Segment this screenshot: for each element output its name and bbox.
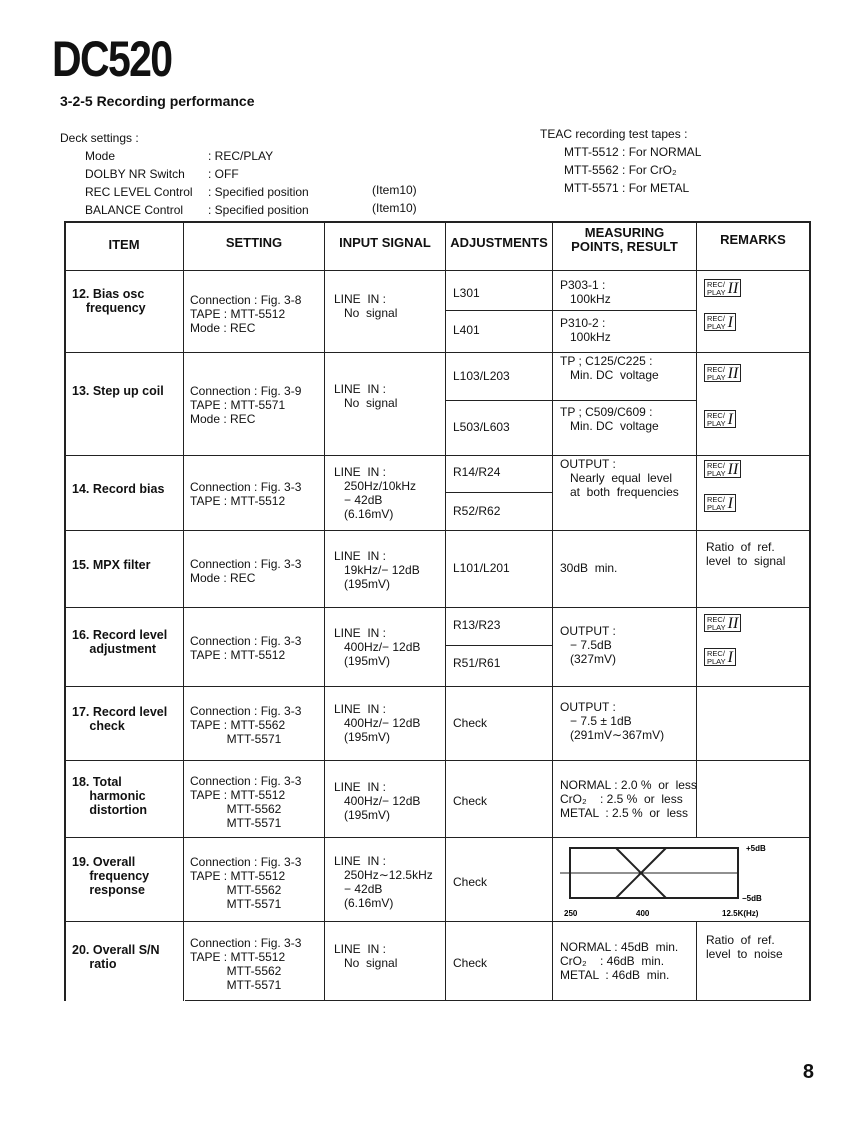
adjustment-text: L103/L203	[453, 369, 510, 383]
input-signal-text: LINE IN : No signal	[334, 382, 398, 410]
measuring-text: OUTPUT : − 7.5dB (327mV)	[560, 624, 617, 666]
header-input-signal: INPUT SIGNAL	[339, 235, 431, 250]
deck-settings-heading: Deck settings :	[60, 131, 139, 145]
input-signal-text: LINE IN : No signal	[334, 942, 398, 970]
rec-play-ii-badge: REC/ PLAY II	[704, 614, 741, 632]
graph-x-label: 12.5K(Hz)	[722, 909, 759, 918]
adjustment-text: R52/R62	[453, 504, 501, 518]
setting-text: Connection : Fig. 3-3 TAPE : MTT-5512 MTT-5562 MTT-5571	[190, 774, 302, 830]
frequency-response-graph	[556, 840, 806, 920]
page-number: 8	[802, 1061, 814, 1083]
rec-play-i-badge: REC/ PLAY I	[704, 410, 736, 428]
deck-setting-note: (Item10)	[372, 183, 417, 197]
item-label: 12. Bias osc frequency	[72, 287, 146, 315]
adjustment-text: Check	[453, 956, 488, 970]
adjustment-text: Check	[453, 875, 488, 889]
input-signal-text: LINE IN : 250Hz∼12.5kHz − 42dB (6.16mV)	[334, 854, 433, 910]
measuring-text: 30dB min.	[560, 561, 618, 575]
setting-text: Connection : Fig. 3-3 TAPE : MTT-5562 MTT-5571	[190, 704, 302, 746]
input-signal-text: LINE IN : 400Hz/− 12dB (195mV)	[334, 780, 421, 822]
setting-text: Connection : Fig. 3-3 TAPE : MTT-5512	[190, 634, 302, 662]
graph-x-label: 250	[564, 909, 578, 918]
section-title: 3-2-5 Recording performance	[60, 93, 255, 109]
input-signal-text: LINE IN : No signal	[334, 292, 398, 320]
graph-top-label: +5dB	[746, 844, 766, 853]
input-signal-text: LINE IN : 19kHz/− 12dB (195mV)	[334, 549, 420, 591]
item-label: 17. Record level check	[72, 705, 168, 733]
setting-text: Connection : Fig. 3-3 TAPE : MTT-5512	[190, 480, 302, 508]
item-label: 14. Record bias	[72, 482, 165, 496]
adjustment-text: L101/L201	[453, 561, 510, 575]
measuring-text: NORMAL : 45dB min. CrO₂ : 46dB min. METAL : 46dB min.	[560, 940, 679, 982]
measuring-text: P310-2 : 100kHz	[560, 316, 611, 344]
remarks-text: Ratio of ref. level to noise	[706, 933, 783, 961]
adjustment-text: Check	[453, 794, 488, 808]
test-tapes-heading: TEAC recording test tapes :	[540, 127, 688, 141]
measuring-text: NORMAL : 2.0 % or less CrO₂ : 2.5 % or less METAL : 2.5 % or less	[560, 778, 697, 820]
item-label: 13. Step up coil	[72, 384, 164, 398]
rec-play-i-badge: REC/ PLAY I	[704, 494, 736, 512]
measuring-text: OUTPUT : Nearly equal level at both frequencies	[560, 457, 679, 499]
measuring-text: OUTPUT : − 7.5 ± 1dB (291mV∼367mV)	[560, 700, 665, 742]
adjustment-text: L503/L603	[453, 420, 510, 434]
input-signal-text: LINE IN : 250Hz/10kHz − 42dB (6.16mV)	[334, 465, 417, 521]
adjustment-text: L401	[453, 323, 480, 337]
adjustment-text: R51/R61	[453, 656, 501, 670]
rec-play-ii-badge: REC/ PLAY II	[704, 460, 741, 478]
item-label: 16. Record level adjustment	[72, 628, 168, 656]
header-remarks: REMARKS	[720, 232, 786, 247]
test-tape-row: MTT-5571 : For METAL	[564, 181, 690, 195]
rec-play-i-badge: REC/ PLAY I	[704, 313, 736, 331]
deck-setting-value: : REC/PLAY	[208, 149, 274, 163]
adjustment-text: Check	[453, 716, 488, 730]
adjustment-text: R13/R23	[453, 618, 501, 632]
header-measuring-points: MEASURING POINTS, RESULT	[571, 225, 678, 254]
item-label: 18. Total harmonic distortion	[72, 775, 147, 817]
deck-setting-label: BALANCE Control	[85, 203, 184, 217]
model-title: DC520	[52, 31, 172, 87]
measuring-text: P303-1 : 100kHz	[560, 278, 611, 306]
item-label: 15. MPX filter	[72, 558, 151, 572]
rec-play-ii-badge: REC/ PLAY II	[704, 279, 741, 297]
deck-setting-value: : OFF	[208, 167, 239, 181]
rec-play-i-badge: REC/ PLAY I	[704, 648, 736, 666]
adjustment-text: R14/R24	[453, 465, 501, 479]
graph-bottom-label: −5dB	[742, 894, 762, 903]
deck-setting-value: : Specified position	[208, 203, 309, 217]
setting-text: Connection : Fig. 3-9 TAPE : MTT-5571 Mode : REC	[190, 384, 302, 426]
deck-setting-value: : Specified position	[208, 185, 309, 199]
deck-setting-label: DOLBY NR Switch	[85, 167, 185, 181]
setting-text: Connection : Fig. 3-3 TAPE : MTT-5512 MTT-5562 MTT-5571	[190, 855, 302, 911]
item-label: 20. Overall S/N ratio	[72, 943, 160, 971]
setting-text: Connection : Fig. 3-3 TAPE : MTT-5512 MTT-5562 MTT-5571	[190, 936, 302, 992]
measuring-text: TP ; C509/C609 : Min. DC voltage	[560, 405, 659, 433]
deck-setting-note: (Item10)	[372, 201, 417, 215]
rec-play-ii-badge: REC/ PLAY II	[704, 364, 741, 382]
header-adjustments: ADJUSTMENTS	[450, 235, 548, 250]
header-setting: SETTING	[225, 235, 283, 250]
remarks-text: Ratio of ref. level to signal	[706, 540, 786, 568]
measuring-text: TP ; C125/C225 : Min. DC voltage	[560, 354, 659, 382]
setting-text: Connection : Fig. 3-8 TAPE : MTT-5512 Mode : REC	[190, 293, 302, 335]
deck-setting-label: Mode	[85, 149, 116, 163]
item-label: 19. Overall frequency response	[72, 855, 150, 897]
deck-setting-label: REC LEVEL Control	[85, 185, 193, 199]
test-tape-row: MTT-5512 : For NORMAL	[564, 145, 702, 159]
graph-x-label: 400	[636, 909, 650, 918]
adjustment-text: L301	[453, 286, 480, 300]
input-signal-text: LINE IN : 400Hz/− 12dB (195mV)	[334, 702, 421, 744]
test-tape-row: MTT-5562 : For CrO₂	[564, 163, 677, 177]
input-signal-text: LINE IN : 400Hz/− 12dB (195mV)	[334, 626, 421, 668]
setting-text: Connection : Fig. 3-3 Mode : REC	[190, 557, 302, 585]
header-item: ITEM	[108, 237, 140, 252]
